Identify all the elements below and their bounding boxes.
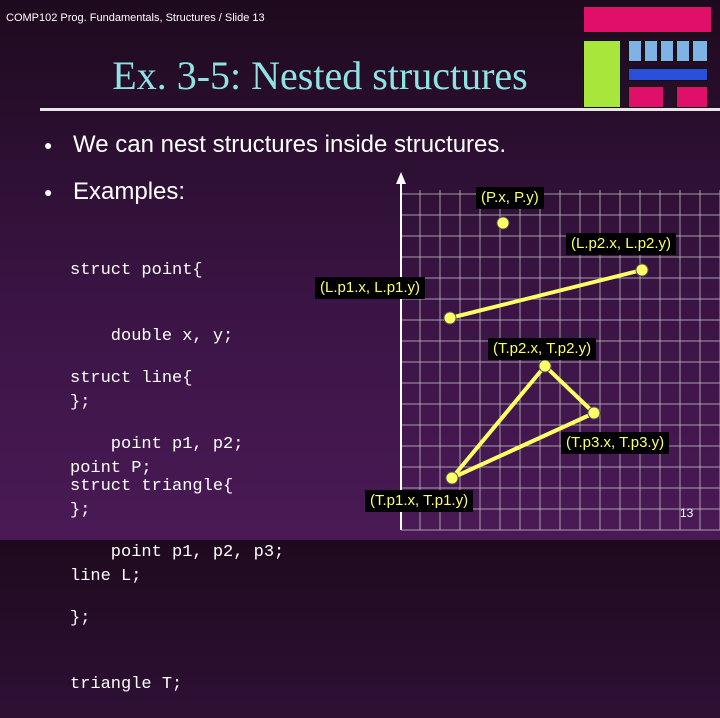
point-p (497, 217, 509, 229)
point-l-p2 (636, 264, 648, 276)
label-triangle-p1: (T.p1.x, T.p1.y) (365, 490, 473, 512)
point-t-p3 (588, 407, 600, 419)
line-segment (450, 270, 642, 318)
point-l-p1 (444, 312, 456, 324)
label-triangle-p3: (T.p3.x, T.p3.y) (561, 432, 669, 454)
code-line: }; (70, 609, 91, 628)
code-line: struct line{ (70, 369, 193, 388)
point-t-p1 (446, 472, 458, 484)
slide-title: Ex. 3-5: Nested structures (112, 53, 528, 98)
code-line: double x, y; (70, 327, 234, 346)
bullet-marker: ● (44, 184, 53, 200)
code-line: triangle T; (70, 675, 183, 694)
code-line: }; (70, 393, 91, 412)
slide-header: COMP102 Prog. Fundamentals, Structures / Slide 13 (6, 12, 265, 24)
label-line-p1: (L.p1.x, L.p1.y) (315, 277, 425, 299)
label-line-p2: (L.p2.x, L.p2.y) (566, 233, 676, 255)
code-line: struct point{ (70, 261, 203, 280)
y-axis-arrow (396, 172, 406, 184)
label-triangle-p2: (T.p2.x, T.p2.y) (488, 338, 596, 360)
code-line: struct triangle{ (70, 477, 234, 496)
code-line: point p1, p2; (70, 435, 244, 454)
point-t-p2 (539, 360, 551, 372)
code-line: point p1, p2, p3; (70, 543, 285, 562)
slide-number: 13 (680, 506, 694, 520)
code-line: line L; (70, 567, 142, 586)
bullet-text: We can nest structures inside structures. (73, 131, 507, 158)
label-point-p: (P.x, P.y) (476, 187, 544, 209)
bullet-text: Examples: (73, 178, 186, 205)
bullet-marker: ● (44, 137, 53, 153)
code-line: point P; (70, 459, 152, 478)
code-line: }; (70, 501, 91, 520)
